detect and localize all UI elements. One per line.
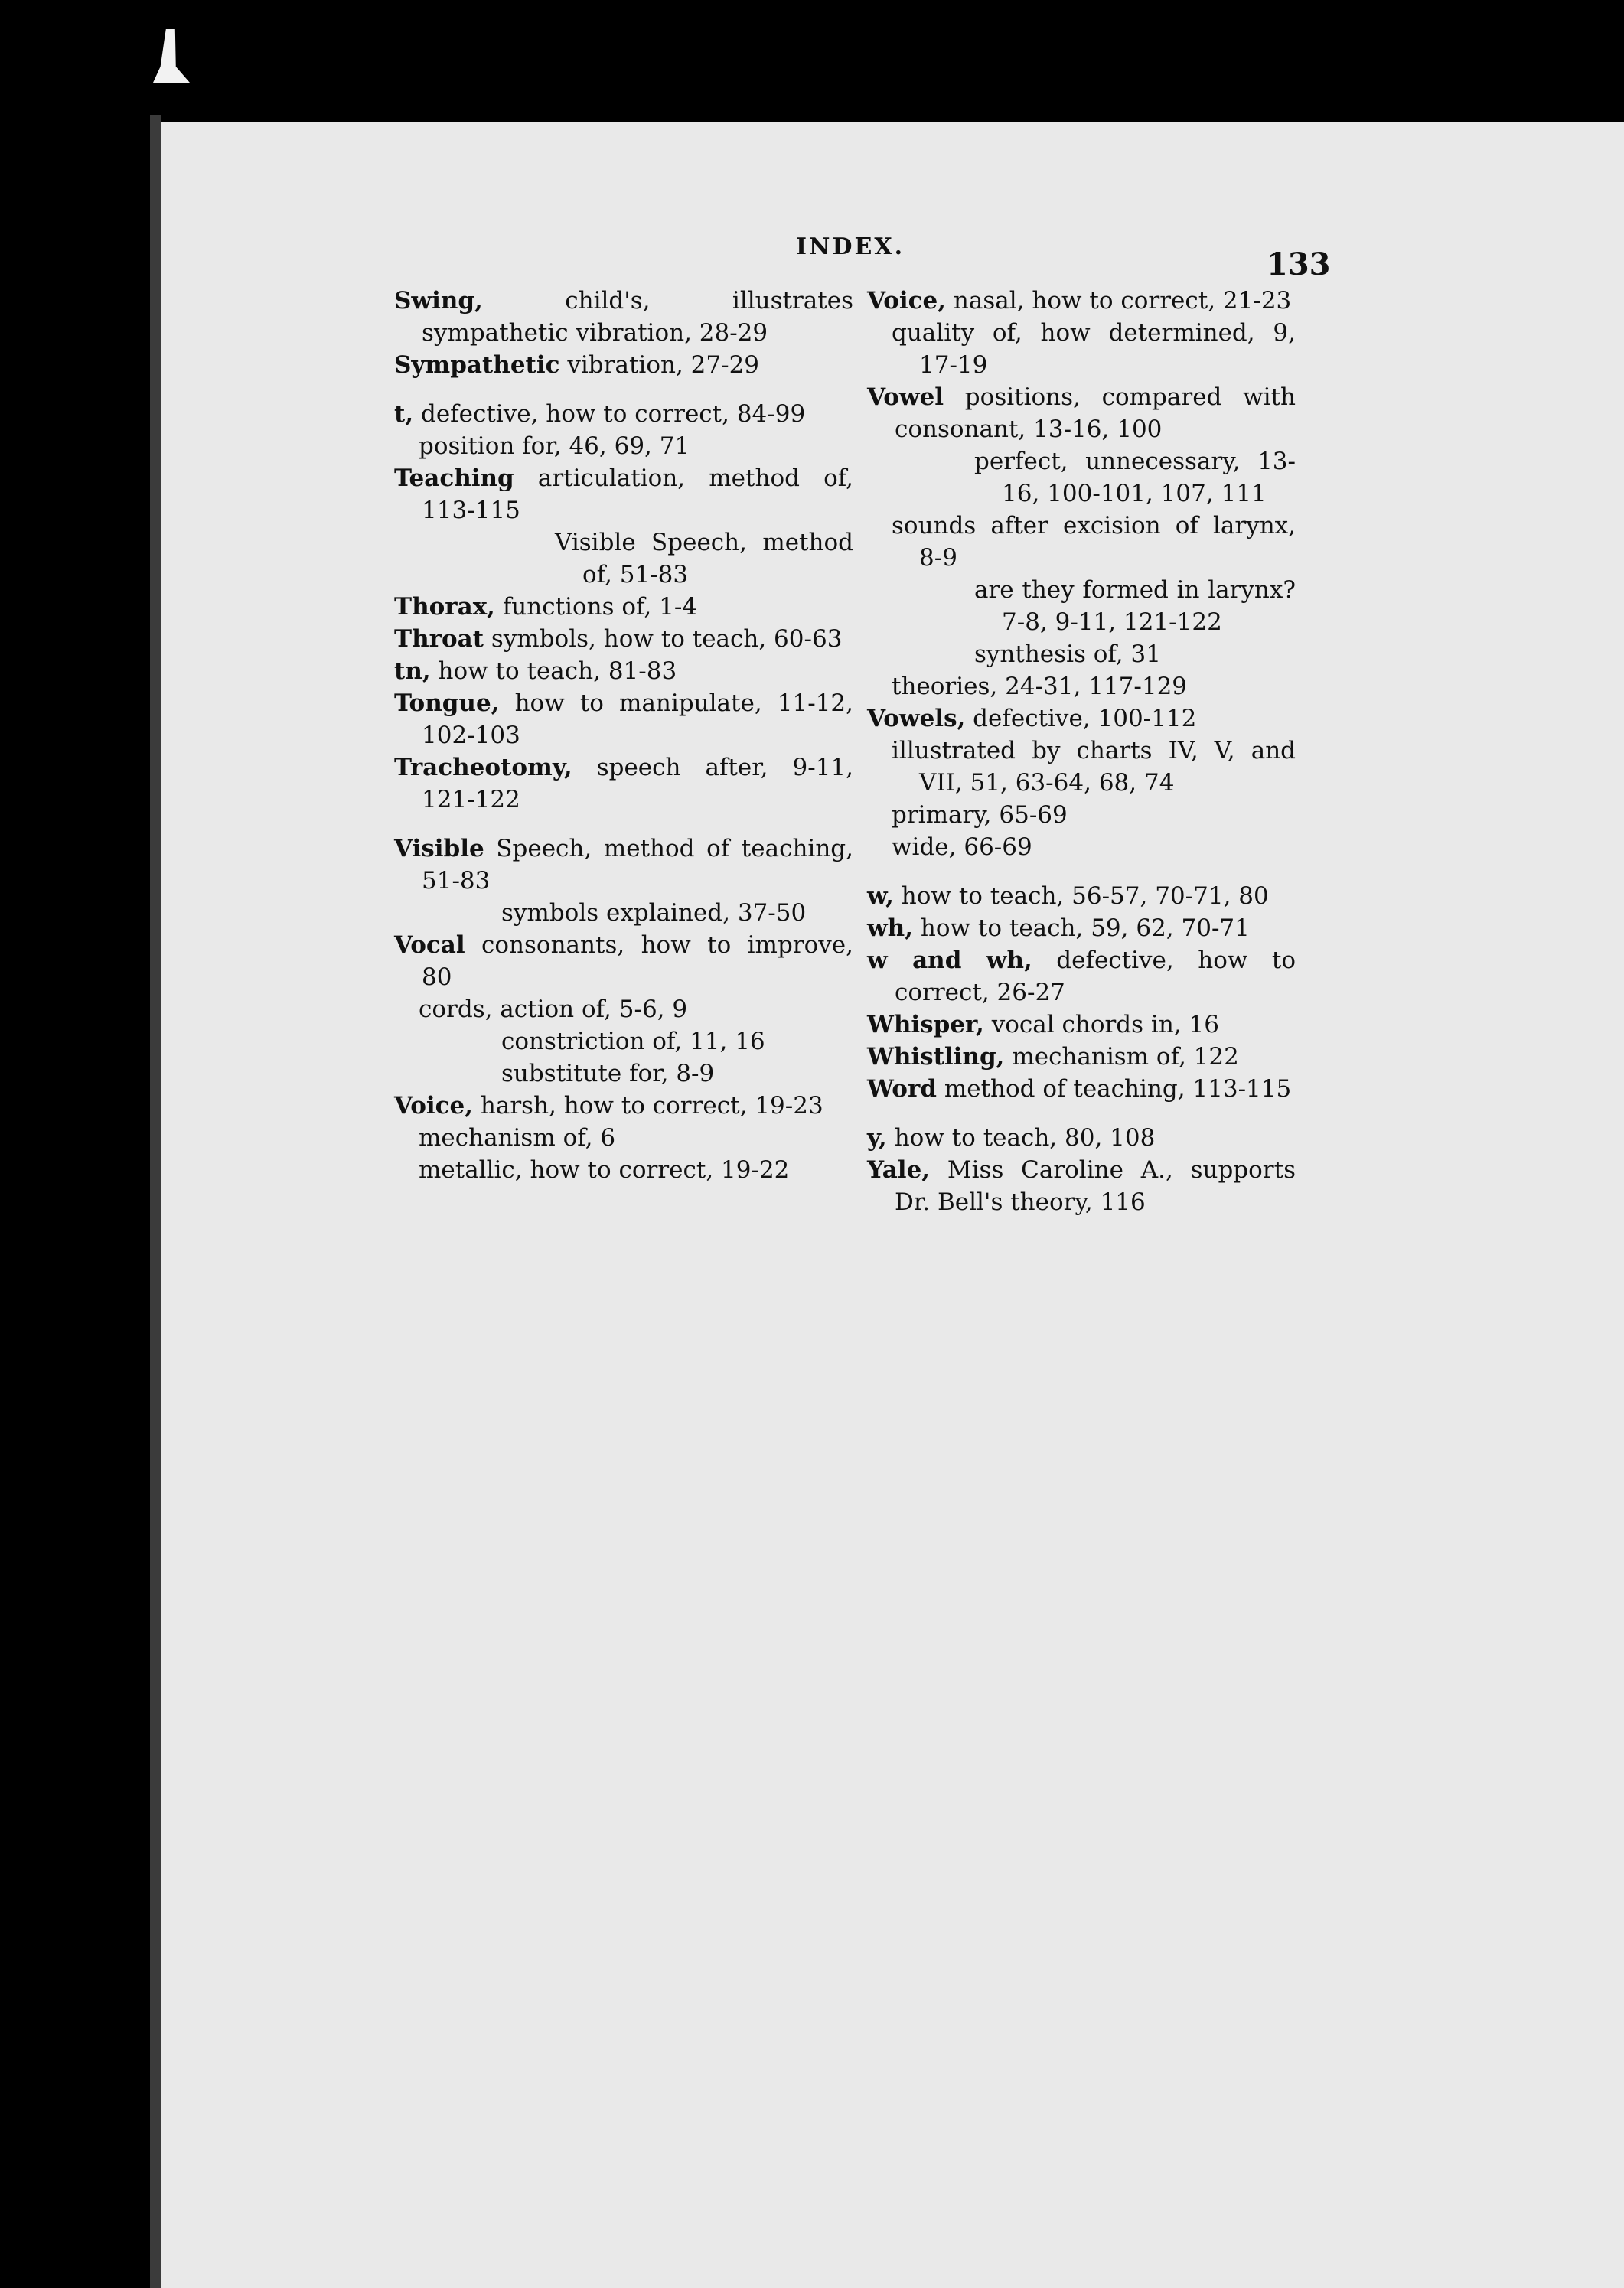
- index-entry: [867, 638, 1296, 670]
- index-headword: Teaching: [394, 464, 514, 492]
- index-headword: Vowel: [867, 383, 944, 411]
- index-headword: Swing,: [394, 287, 483, 315]
- index-entry: [394, 929, 853, 993]
- index-entry: [394, 430, 853, 462]
- index-headword: Yale,: [867, 1156, 931, 1184]
- page-header-title: INDEX.: [796, 233, 905, 260]
- index-entry: [394, 833, 853, 897]
- index-entry: [867, 1122, 1296, 1154]
- index-entry-text: symbols explained, 37-50: [501, 899, 807, 927]
- index-entry-text: vocal chords in, 16: [983, 1011, 1219, 1038]
- index-entry-text: are they formed in larynx? 7-8, 9-11, 121-122: [974, 576, 1296, 636]
- index-entry-text: method of teaching, 113-115: [936, 1075, 1292, 1103]
- index-entry: [867, 702, 1296, 735]
- index-entry-text: substitute for, 8-9: [501, 1060, 715, 1087]
- page-binding: [150, 115, 161, 2288]
- index-entry: [394, 398, 853, 430]
- index-entry-text: Visible Speech, method of, 51-83: [555, 529, 853, 588]
- index-headword: Sympathetic: [394, 351, 560, 379]
- index-entry: [867, 381, 1296, 445]
- index-headword: Visible: [394, 835, 484, 862]
- index-entry-text: how to teach, 81-83: [430, 657, 677, 685]
- index-entry-text: how to teach, 80, 108: [886, 1124, 1156, 1152]
- index-entry-text: how to manipulate, 11-12, 102-103: [422, 689, 853, 749]
- index-entry: [394, 591, 853, 623]
- index-headword: Whistling,: [867, 1043, 1005, 1071]
- index-entry-text: nasal, how to correct, 21-23: [946, 287, 1292, 315]
- index-entry-text: symbols, how to teach, 60-63: [484, 625, 843, 653]
- index-entry: [394, 623, 853, 655]
- index-entry-text: primary, 65-69: [892, 801, 1068, 829]
- index-entry-text: metallic, how to correct, 19-22: [419, 1156, 790, 1184]
- corner-mark: [153, 29, 190, 83]
- index-entry: [867, 285, 1296, 317]
- index-entry-text: defective, how to correct, 26-27: [895, 947, 1296, 1006]
- index-entry: [867, 445, 1296, 510]
- index-entry-text: consonants, how to improve, 80: [422, 931, 853, 991]
- index-entry-text: perfect, unnecessary, 13-16, 100-101, 107, 111: [974, 448, 1296, 507]
- index-entry: [867, 1154, 1296, 1218]
- index-entry: [394, 526, 853, 591]
- index-entry: [867, 735, 1296, 799]
- index-entry: [394, 462, 853, 526]
- index-entry: [867, 317, 1296, 381]
- index-entry: [394, 1090, 853, 1122]
- index-column-right: [867, 285, 1296, 1218]
- index-entry: [394, 285, 853, 349]
- index-headword: Word: [867, 1075, 937, 1103]
- index-entry: [867, 1009, 1296, 1041]
- index-entry: [867, 670, 1296, 702]
- index-entry-text: Miss Caroline A., supports Dr. Bell's theory, 116: [895, 1156, 1296, 1216]
- index-entry: [867, 880, 1296, 912]
- index-entry: [394, 349, 853, 381]
- index-entry-text: defective, how to correct, 84-99: [413, 400, 806, 428]
- index-entry-text: Speech, method of teaching, 51-83: [422, 835, 853, 895]
- index-entry: [394, 1154, 853, 1186]
- index-headword: Vocal: [394, 931, 465, 959]
- index-headword: Thorax,: [394, 593, 495, 621]
- index-entry-text: speech after, 9-11, 121-122: [422, 754, 853, 813]
- index-entry: [867, 944, 1296, 1009]
- index-entry-text: harsh, how to correct, 19-23: [473, 1092, 823, 1120]
- index-entry-text: sounds after excision of larynx, 8-9: [892, 512, 1296, 572]
- index-entry-text: wide, 66-69: [892, 833, 1032, 861]
- index-headword: Voice,: [394, 1092, 474, 1120]
- index-entry-text: synthesis of, 31: [974, 640, 1161, 668]
- index-headword: Vowels,: [867, 705, 966, 732]
- index-entry-text: illustrated by charts IV, V, and VII, 51, 63-64, 68, 74: [892, 737, 1296, 797]
- index-entry: [867, 1073, 1296, 1105]
- index-column-left: [394, 285, 853, 1186]
- index-entry-text: positions, compared with consonant, 13-16, 100: [895, 383, 1296, 443]
- index-headword: w and wh,: [867, 947, 1032, 974]
- index-entry: [867, 1041, 1296, 1073]
- index-entry-text: mechanism of, 6: [419, 1124, 616, 1152]
- index-entry: [867, 912, 1296, 944]
- index-entry-text: defective, 100-112: [965, 705, 1197, 732]
- index-headword: Tongue,: [394, 689, 500, 717]
- index-entry-text: cords, action of, 5-6, 9: [419, 996, 688, 1023]
- index-entry: [394, 1122, 853, 1154]
- index-entry: [394, 897, 853, 929]
- index-headword: Tracheotomy,: [394, 754, 572, 781]
- index-entry-text: how to teach, 56-57, 70-71, 80: [893, 882, 1269, 910]
- index-entry: [394, 993, 853, 1025]
- index-entry-text: vibration, 27-29: [559, 351, 760, 379]
- index-headword: t,: [394, 400, 414, 428]
- page-number: 133: [1267, 246, 1331, 282]
- index-entry: [867, 799, 1296, 831]
- index-entry: [867, 574, 1296, 638]
- index-headword: w,: [867, 882, 894, 910]
- index-headword: tn,: [394, 657, 431, 685]
- index-headword: Voice,: [867, 287, 947, 315]
- index-entry-text: mechanism of, 122: [1004, 1043, 1239, 1071]
- index-entry-text: theories, 24-31, 117-129: [892, 673, 1188, 700]
- index-entry: [394, 655, 853, 687]
- index-entry-text: constriction of, 11, 16: [501, 1028, 765, 1055]
- index-entry: [394, 1025, 853, 1058]
- index-entry-text: functions of, 1-4: [494, 593, 698, 621]
- index-entry-text: quality of, how determined, 9, 17-19: [892, 319, 1296, 379]
- index-entry: [394, 751, 853, 816]
- index-entry-text: position for, 46, 69, 71: [419, 432, 690, 460]
- index-headword: Throat: [394, 625, 484, 653]
- index-entry: [394, 1058, 853, 1090]
- index-headword: wh,: [867, 914, 914, 942]
- index-headword: y,: [867, 1124, 887, 1152]
- index-entry-text: child's, illustrates sympathetic vibration, 28-29: [422, 287, 853, 347]
- index-entry: [867, 510, 1296, 574]
- index-entry: [394, 687, 853, 751]
- index-entry-text: how to teach, 59, 62, 70-71: [913, 914, 1250, 942]
- index-entry-text: articulation, method of, 113-115: [422, 464, 853, 524]
- index-entry: [867, 831, 1296, 863]
- index-headword: Whisper,: [867, 1011, 984, 1038]
